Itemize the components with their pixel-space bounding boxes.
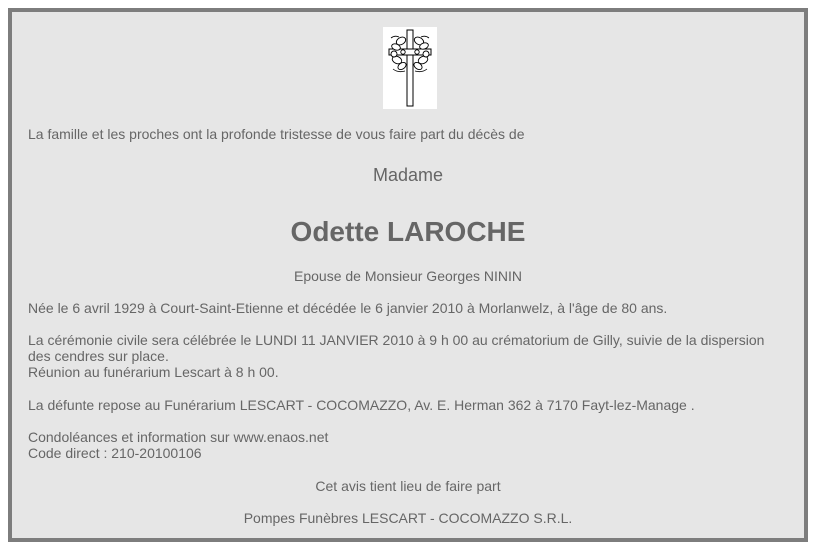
obituary-card [8,8,808,542]
ceremony-text [28,332,792,380]
condolences-line-1: Condoléances et information sur www.enaos.net [28,429,329,445]
title-word: Madame [372,165,444,185]
notice-text: Cet avis tient lieu de faire part [315,478,501,494]
rest-location-text: La défunte repose au Funérarium LESCART - COCOMAZZO, Av. E. Herman 362 à 7170 Fayt-lez-Manage . [28,397,695,413]
undertaker-text: Pompes Funèbres LESCART - COCOMAZZO S.R.L. [243,510,573,526]
cross-with-flowers-icon [383,27,437,109]
code-direct-line: Code direct : 210-20100106 [28,445,202,461]
condolences-text [28,429,792,461]
ceremony-line-2: des cendres sur place. [28,348,169,364]
intro-text: La famille et les proches ont la profonde tristesse de vous faire part du décès de [28,126,525,142]
ceremony-line-3: Réunion au funérarium Lescart à 8 h 00. [28,364,279,380]
birth-death-text: Née le 6 avril 1929 à Court-Saint-Etienne et décédée le 6 janvier 2010 à Morlanwelz, à l'âge de 80 ans. [28,300,668,316]
deceased-name: Odette LAROCHE [290,216,526,247]
ceremony-line-1: La cérémonie civile sera célébrée le LUNDI 11 JANVIER 2010 à 9 h 00 au crématorium de Gilly, suivie de la dispersion [28,332,765,348]
spouse-text: Epouse de Monsieur Georges NININ [294,268,522,284]
